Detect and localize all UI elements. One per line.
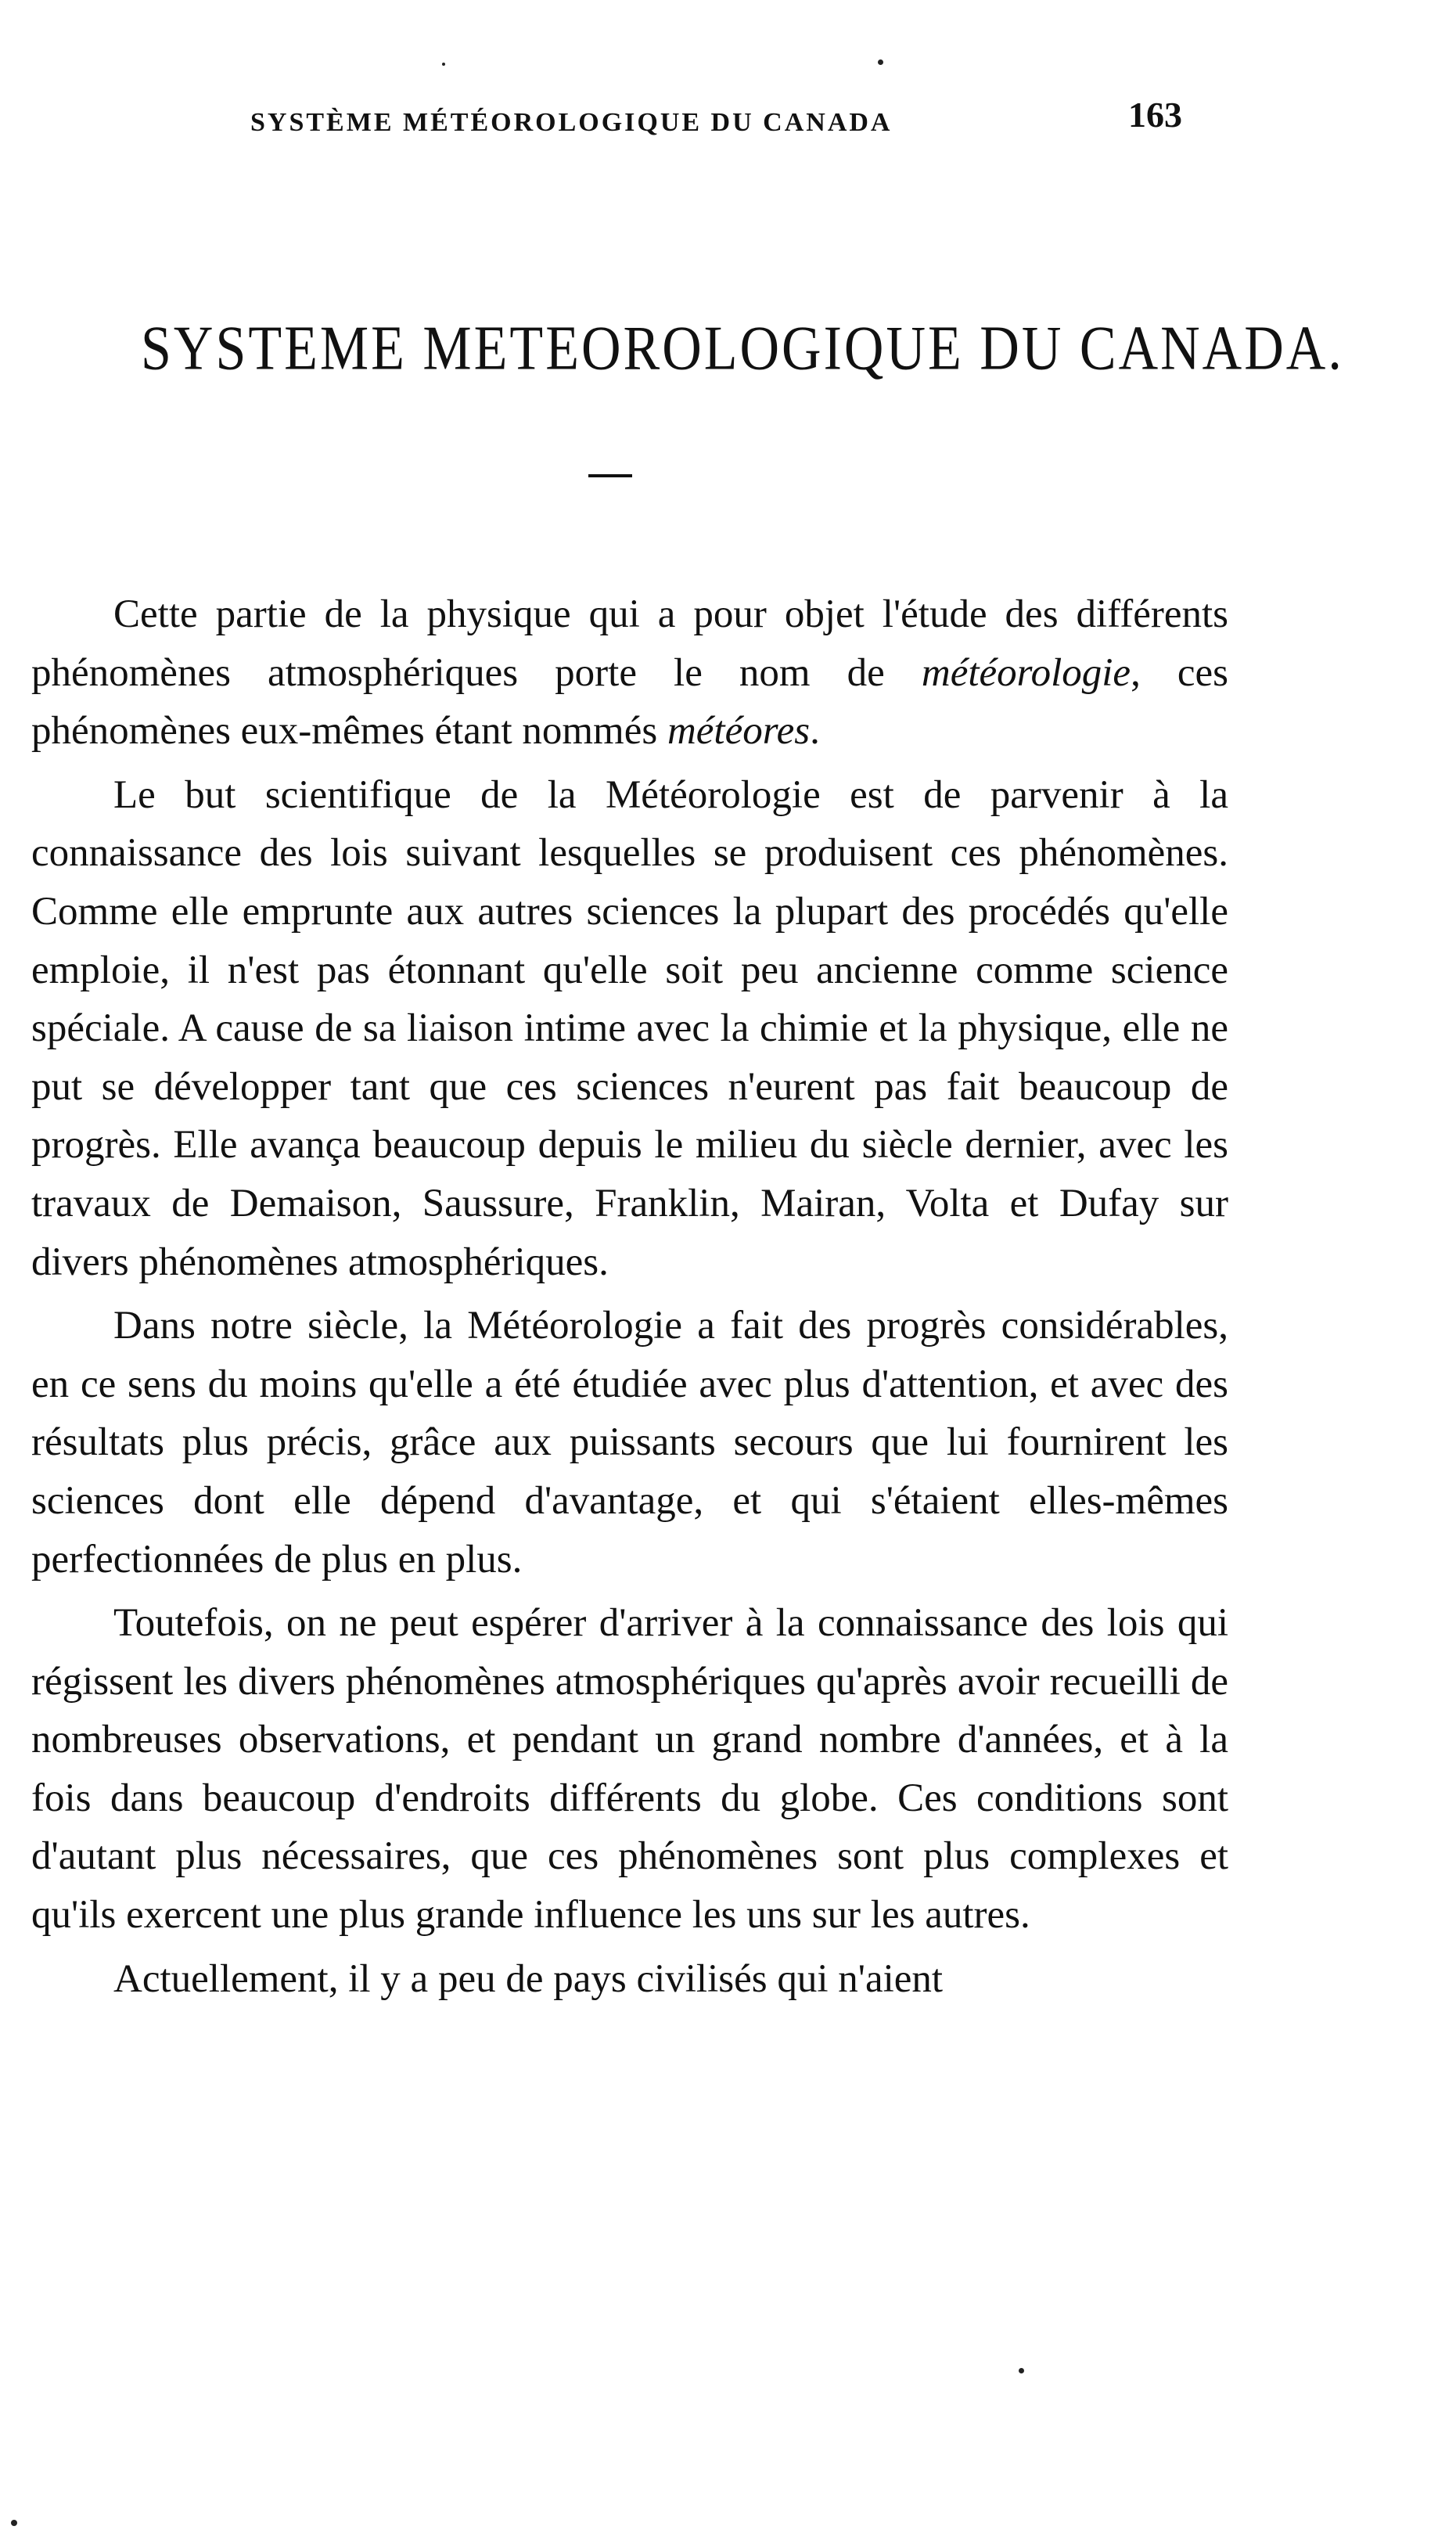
paragraph-3: Dans notre siècle, la Météorologie a fait des progrès considérables, en ce sens du moins qu'elle a été étudiée avec plus d'attention, et avec des résultats plus précis, grâce aux puissants secours que lui fournirent les sciences dont elle dépend d'avantage, et qui s'étaient elles-mêmes perfectionnées de plus en plus. [31,1304,1228,1582]
chapter-title: SYSTEME METEOROLOGIQUE DU CANADA. [141,314,1344,383]
body-text [31,585,1228,2013]
paragraph-1-text-a: Cette partie de la physique qui a pour objet l'étude des différents phénomènes atmosphériques porte le nom de [31,592,1228,695]
print-speck [1019,2368,1024,2373]
paragraph-1 [31,585,1228,761]
running-header: SYSTÈME MÉTÉOROLOGIQUE DU CANADA [250,108,893,137]
page-number: 163 [1128,95,1182,135]
title-separator-rule [588,474,632,477]
term-meteorologie: météorologie [921,650,1131,695]
paragraph-2: Le but scientifique de la Météorologie est de parvenir à la connaissance des lois suivant lesquelles se produisent ces phénomènes. Comme elle emprunte aux autres sciences la plupart des procédés qu'elle emploie, il n'est pas étonnant qu'elle soit peu ancienne comme science spéciale. A cause de sa liaison intime avec la chimie et la physique, elle ne put se développer tant que ces sciences n'eurent pas fait beaucoup de progrès. Elle avança beaucoup depuis le milieu du siècle dernier, avec les travaux de Demaison, Saussure, Franklin, Mairan, Volta et Dufay sur divers phénomènes atmosphériques. [31,772,1228,1284]
print-speck [878,59,883,65]
print-speck [442,63,445,66]
term-meteores: météores [667,709,811,754]
print-speck [11,2520,17,2526]
paragraph-1-text-c: . [810,709,820,754]
paragraph-4: Toutefois, on ne peut espérer d'arriver à la connaissance des lois qui régissent les divers phénomènes atmosphériques qu'après avoir recueilli de nombreuses observations, et pendant un grand nombre d'années, et à la fois dans beaucoup d'endroits différents du globe. Ces conditions sont d'autant plus nécessaires, que ces phénomènes sont plus complexes et qu'ils exercent une plus grande influence les uns sur les autres. [31,1601,1228,1938]
paragraph-5: Actuellement, il y a peu de pays civilisés qui n'aient [113,1956,944,2001]
paragraph-1-text-b: , ces phénomènes eux-mêmes étant nommés [31,650,1229,754]
